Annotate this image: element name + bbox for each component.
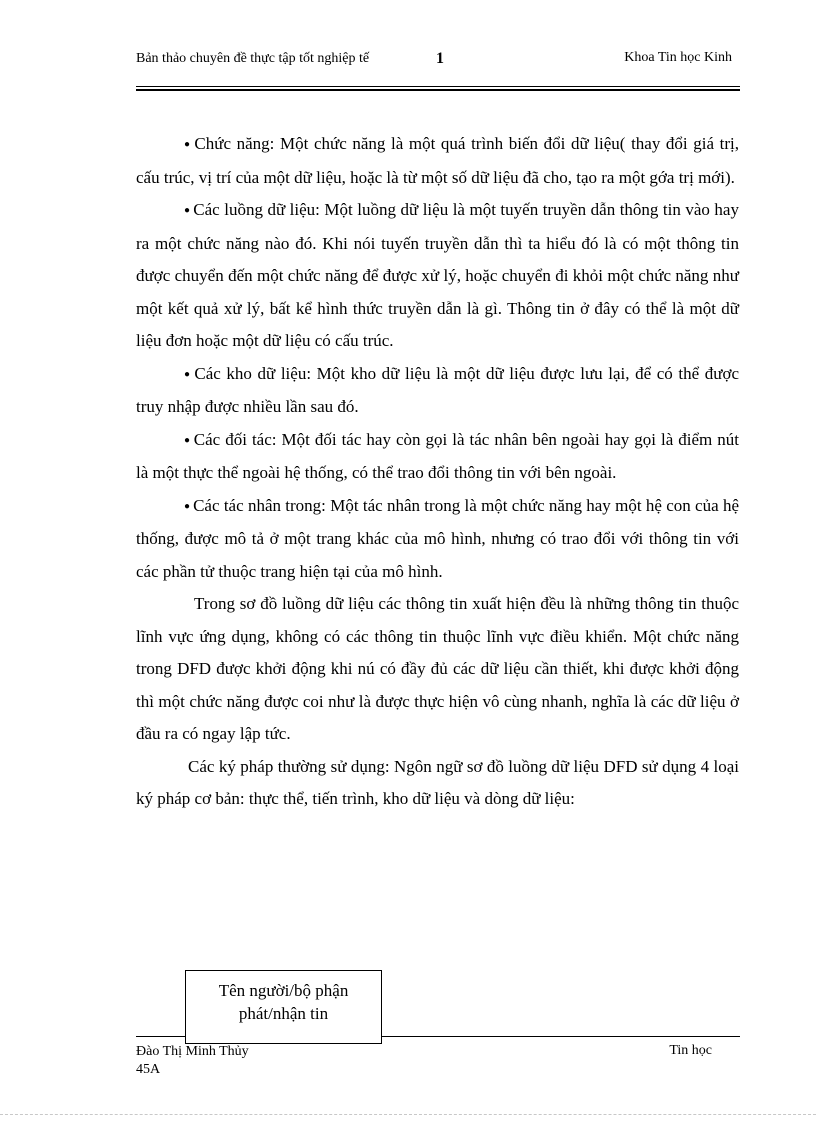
body-text — [136, 128, 739, 816]
footer-author: Đào Thị Minh Thủy — [136, 1044, 249, 1059]
entity-symbol-box — [185, 970, 382, 1044]
bullet-chuc-nang — [136, 128, 739, 194]
bullet-kho-du-lieu — [136, 358, 739, 424]
entity-label-line1: Tên người/bộ phận — [218, 981, 349, 1000]
bullet-dot-icon: ● — [184, 205, 191, 216]
entity-label-line2: phát/nhận tin — [238, 1004, 329, 1023]
bullet-text: Một tác nhân trong là một chức năng hay một hệ con của hệ thống, được mô tả ở một trang khác của mô hình, nhưng có trao đổi với thông tin với các phần tử thuộc trang hiện tại của mô hình. — [136, 495, 739, 581]
bullet-dot-icon: ● — [184, 500, 191, 512]
page-number: 1 — [436, 50, 444, 67]
bullet-text: Một kho dữ liệu là một dữ liệu được lưu lại, để có thể được truy nhập được nhiều lần sau đó. — [136, 363, 739, 416]
bullet-doi-tac — [136, 424, 739, 490]
bullet-term: Các tác nhân trong: — [193, 495, 326, 515]
bullet-tac-nhan-trong — [136, 490, 739, 589]
bullet-dot-icon: ● — [184, 434, 191, 446]
bullet-term: Các đối tác: — [193, 429, 277, 449]
bullet-text: Một đối tác hay còn gọi là tác nhân bên ngoài hay gọi là điểm nút là một thực thể ngoài hệ thống, có thể trao đổi thông tin với bên ngoài. — [136, 429, 739, 482]
bullet-text: Một luồng dữ liệu là một tuyến truyền dẫn thông tin vào hay ra một chức năng nào đó. Khi nói tuyến truyền dẫn thì ta hiểu đó là có một thông tin được chuyển đến một chức năng để được xử lý, hoặc chuyển đi khỏi một chức năng như một kết quả xử lý, bất kể hình thức truyền dẫn là gì. Thông tin ở đây có thể là một dữ liệu đơn hoặc một dữ liệu có cấu trúc. — [136, 200, 739, 350]
bullet-dot-icon: ● — [184, 139, 192, 150]
page-edge — [0, 1114, 816, 1115]
header-rule-thin — [136, 86, 740, 87]
bullet-luong-du-lieu — [136, 194, 739, 358]
footer-class: 45A — [136, 1062, 161, 1077]
bullet-term: Chức năng: — [194, 134, 275, 153]
footer-left — [136, 1043, 249, 1079]
header-rule-thick — [136, 89, 740, 91]
header-left: Bản thảo chuyên đề thực tập tốt nghiệp tế — [136, 51, 370, 66]
footer-right: Tin học — [669, 1043, 712, 1058]
bullet-text: Một chức năng là một quá trình biến đổi dữ liệu( thay đổi giá trị, cấu trúc, vị trí của một dữ liệu, hoặc là từ một số dữ liệu đã cho, tạo ra một gớa trị mới). — [136, 134, 739, 187]
paragraph-dfd: Trong sơ đồ luồng dữ liệu các thông tin xuất hiện đều là những thông tin thuộc lĩnh vực ứng dụng, không có các thông tin thuộc lĩnh vực điều khiển. Một chức năng trong DFD được khởi động khi nú có đầy đủ các dữ liệu cần thiết, khi được khởi động thì một chức năng được coi như là được thực hiện vô cùng nhanh, nghĩa là các dữ liệu ở đầu ra có ngay lập tức. — [136, 594, 739, 743]
bullet-dot-icon: ● — [184, 368, 192, 380]
bullet-term: Các kho dữ liệu: — [194, 363, 312, 383]
paragraph-ky-phap: Các ký pháp thường sử dụng: Ngôn ngữ sơ đồ luồng dữ liệu DFD sử dụng 4 loại ký pháp cơ bản: thực thể, tiến trình, kho dữ liệu và dòng dữ liệu: — [136, 756, 739, 808]
bullet-term: Các luồng dữ liệu: — [193, 200, 320, 219]
header-right: Khoa Tin học Kinh — [624, 50, 732, 65]
